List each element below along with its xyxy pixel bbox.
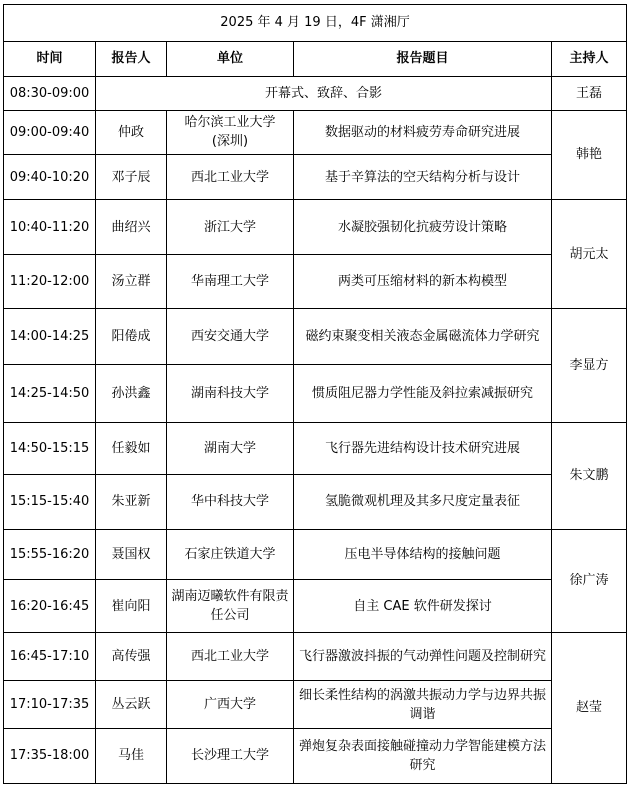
- table-row: [4, 681, 627, 729]
- unit-cell: 湖南科技大学: [167, 364, 294, 422]
- host-cell: 李显方: [552, 308, 627, 422]
- speaker-cell: 汤立群: [96, 255, 167, 309]
- header-unit: 单位: [167, 41, 294, 76]
- table-row: [4, 110, 627, 154]
- time-cell: 15:55-16:20: [4, 529, 96, 580]
- topic-cell: 惯质阻尼器力学性能及斜拉索减振研究: [294, 364, 552, 422]
- time-cell: 17:10-17:35: [4, 681, 96, 729]
- speaker-cell: 崔向阳: [96, 580, 167, 633]
- unit-cell: 石家庄铁道大学: [167, 529, 294, 580]
- topic-cell: 飞行器激波抖振的气动弹性问题及控制研究: [294, 632, 552, 681]
- topic-cell: 数据驱动的材料疲劳寿命研究进展: [294, 110, 552, 154]
- opening-event: 开幕式、致辞、合影: [96, 76, 552, 110]
- unit-cell: 华南理工大学: [167, 255, 294, 309]
- header-speaker: 报告人: [96, 41, 167, 76]
- unit-cell: 华中科技大学: [167, 474, 294, 529]
- time-cell: 08:30-09:00: [4, 76, 96, 110]
- speaker-cell: 孙洪鑫: [96, 364, 167, 422]
- header-topic: 报告题目: [294, 41, 552, 76]
- header-row: [4, 41, 627, 76]
- host-cell: 徐广涛: [552, 529, 627, 632]
- time-cell: 16:20-16:45: [4, 580, 96, 633]
- header-host: 主持人: [552, 41, 627, 76]
- unit-cell: 浙江大学: [167, 200, 294, 255]
- unit-cell: 湖南大学: [167, 422, 294, 474]
- time-cell: 09:40-10:20: [4, 154, 96, 199]
- topic-cell: 自主 CAE 软件研发探讨: [294, 580, 552, 633]
- time-cell: 16:45-17:10: [4, 632, 96, 681]
- table-row: [4, 632, 627, 681]
- speaker-cell: 聂国权: [96, 529, 167, 580]
- topic-cell: 细长柔性结构的涡激共振动力学与边界共振调谐: [294, 681, 552, 729]
- speaker-cell: 曲绍兴: [96, 200, 167, 255]
- speaker-cell: 朱亚新: [96, 474, 167, 529]
- table-row: [4, 474, 627, 529]
- header-time: 时间: [4, 41, 96, 76]
- speaker-cell: 仲政: [96, 110, 167, 154]
- schedule-table: [3, 4, 627, 784]
- table-row: [4, 422, 627, 474]
- host-cell: 赵莹: [552, 632, 627, 783]
- topic-cell: 磁约束聚变相关液态金属磁流体力学研究: [294, 308, 552, 364]
- time-cell: 14:50-15:15: [4, 422, 96, 474]
- topic-cell: 压电半导体结构的接触问题: [294, 529, 552, 580]
- unit-cell: 湖南迈曦软件有限责任公司: [167, 580, 294, 633]
- host-cell: 韩艳: [552, 110, 627, 200]
- schedule-title: 2025 年 4 月 19 日，4F 潇湘厅: [4, 5, 627, 42]
- unit-cell: 西安交通大学: [167, 308, 294, 364]
- unit-cell: 西北工业大学: [167, 632, 294, 681]
- time-cell: 15:15-15:40: [4, 474, 96, 529]
- topic-cell: 氢脆微观机理及其多尺度定量表征: [294, 474, 552, 529]
- table-row: [4, 364, 627, 422]
- host-cell: 胡元太: [552, 200, 627, 309]
- table-row: [4, 728, 627, 783]
- time-cell: 10:40-11:20: [4, 200, 96, 255]
- host-cell: 朱文鹏: [552, 422, 627, 529]
- speaker-cell: 邓子辰: [96, 154, 167, 199]
- opening-row: [4, 76, 627, 110]
- topic-cell: 飞行器先进结构设计技术研究进展: [294, 422, 552, 474]
- table-row: [4, 154, 627, 199]
- table-row: [4, 580, 627, 633]
- speaker-cell: 阳倦成: [96, 308, 167, 364]
- topic-cell: 基于辛算法的空天结构分析与设计: [294, 154, 552, 199]
- table-row: [4, 529, 627, 580]
- title-row: [4, 5, 627, 42]
- table-row: [4, 308, 627, 364]
- host-cell: 王磊: [552, 76, 627, 110]
- speaker-cell: 丛云跃: [96, 681, 167, 729]
- topic-cell: 水凝胶强韧化抗疲劳设计策略: [294, 200, 552, 255]
- topic-cell: 两类可压缩材料的新本构模型: [294, 255, 552, 309]
- unit-cell: 西北工业大学: [167, 154, 294, 199]
- unit-line: 哈尔滨工业大学: [184, 115, 276, 131]
- unit-cell: [167, 110, 294, 154]
- time-cell: 14:00-14:25: [4, 308, 96, 364]
- time-cell: 11:20-12:00: [4, 255, 96, 309]
- unit-line: (深圳): [211, 134, 249, 150]
- time-cell: 14:25-14:50: [4, 364, 96, 422]
- time-cell: 17:35-18:00: [4, 728, 96, 783]
- speaker-cell: 任毅如: [96, 422, 167, 474]
- unit-cell: 广西大学: [167, 681, 294, 729]
- table-row: [4, 200, 627, 255]
- speaker-cell: 马佳: [96, 728, 167, 783]
- speaker-cell: 高传强: [96, 632, 167, 681]
- topic-cell: 弹炮复杂表面接触碰撞动力学智能建模方法研究: [294, 728, 552, 783]
- time-cell: 09:00-09:40: [4, 110, 96, 154]
- table-row: [4, 255, 627, 309]
- unit-cell: 长沙理工大学: [167, 728, 294, 783]
